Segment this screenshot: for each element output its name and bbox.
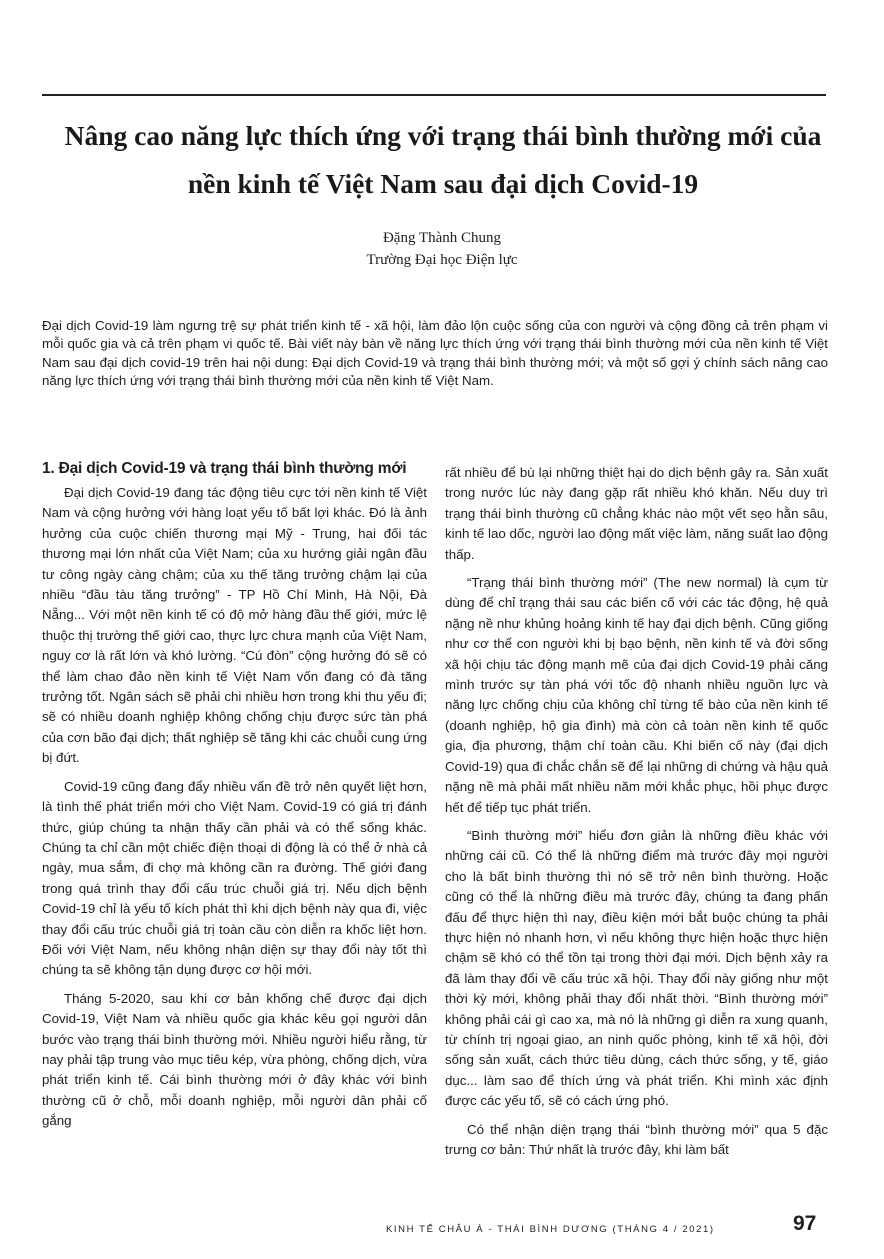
body-paragraph: Tháng 5-2020, sau khi cơ bản khống chế được đại dịch Covid-19, Việt Nam và nhiều quốc gia khác kêu gọi người dân bước vào trạng thái bình thường mới. Nhiều người hiểu rằng, từ nay phải tập trung vào mục tiêu kép, vừa phòng, chống dịch, vừa phát triển kinh tế. Cái bình thường mới ở đây khác với bình thường cũ ở chỗ, mỗi doanh nghiệp, mỗi người dân phải cố gắng bbox=[42, 990, 427, 1129]
footer-journal-name: KINH TẾ CHÂU Á - THÁI BÌNH DƯƠNG (THÁNG 4 / 2021) bbox=[386, 1224, 715, 1235]
page-number: 97 bbox=[793, 1212, 817, 1235]
body-paragraph: “Trạng thái bình thường mới” (The new normal) là cụm từ dùng để chỉ trạng thái sau các biến cố với các tác động, hệ quả nặng nề như khủng hoảng kinh tế hay đại dịch bệnh. Cũng giống như cơ thể con người khi bị bạo bệnh, nền kinh tế và đời sống xã hội chịu tác động mạnh mẽ của đại dịch Covid-19 phải căng mình trước sự tàn phá với tốc độ nhanh nhiều nguồn lực và năng lực chống chịu của không chỉ từng tế bào của nền kinh tế (doanh nghiệp, hộ gia đình) mà còn cả toàn nền kinh tế quốc gia, địa phương, thậm chí toàn cầu. Khi biến cố này (đại dịch Covid-19) qua đi chắc chắn sẽ để lại những di chứng và hậu quả nặng nề mà phải mất nhiều năm mới khắc phục, hồi phục được hết để tiếp tục phát triển. bbox=[445, 575, 828, 815]
author-affiliation: Trường Đại học Điện lực bbox=[366, 252, 518, 268]
body-paragraph: Đại dịch Covid-19 đang tác động tiêu cực tới nền kinh tế Việt Nam và cộng hưởng với hàng loạt yếu tố bất lợi khác. Đó là ảnh hưởng của cuộc chiến thương mại Mỹ - Trung, hai đối tác thương mại lớn nhất của Việt Nam; của xu hướng giải ngân đầu tư công ngày càng chậm; của xu thế tăng trưởng chậm lại của nhiều “đầu tàu tăng trưởng” - TP Hồ Chí Minh, Hà Nội, Đà Nẵng... Với một nền kinh tế có độ mở hàng đầu thế giới, mức lệ thuộc thị trường thế giới cao, thực lực chưa mạnh của Việt Nam, nguy cơ là rất lớn và khó lường. “Cú đòn” cộng hưởng đó sẽ có thể làm chao đảo nền kinh tế Việt Nam vốn đang có đà tăng trưởng tốt. Ngân sách sẽ phải chi nhiều hơn trong khi thu yếu đi; sẽ có nhiều doanh nghiệp không chống chịu được sức tàn phá của cơn bão đại dịch; thất nghiệp sẽ tăng khi các chuỗi cung ứng bị đứt. bbox=[42, 485, 427, 766]
abstract: Đại dịch Covid-19 làm ngưng trệ sự phát triển kinh tế - xã hội, làm đảo lộn cuộc sống của con người và cộng đồng cả trên phạm vi mỗi quốc gia và cả trên phạm vi quốc tế. Bài viết này bàn về năng lực thích ứng với trạng thái bình thường mới của nền kinh tế Việt Nam sau đại dịch covid-19 trên hai nội dung: Đại dịch Covid-19 và trạng thái bình thường mới; và một số gợi ý chính sách nâng cao năng lực thích ứng với trạng thái bình thường mới của nền kinh tế Việt Nam. bbox=[42, 318, 828, 389]
body-paragraph: Covid-19 cũng đang đẩy nhiều vấn đề trở nên quyết liệt hơn, là tình thế phát triển mới cho Việt Nam. Covid-19 có giá trị đánh thức, giúp chúng ta nhận thấy cần phải và có thể sống khác. Chúng ta chỉ cần một chiếc điện thoại di động là có thể ở nhà cả ngày, mua sắm, đi chợ mà không cần ra đường. Thế giới đang trong quá trình thay đổi cấu trúc chuỗi giá trị. Nếu dịch bệnh Covid-19 chỉ là yếu tố kích phát thì khi dịch bệnh này qua đi, việc thay đổi cấu trúc chuỗi giá trị toàn cầu còn diễn ra khốc liệt hơn. Đối với Việt Nam, nếu không nhận diện sự thay đổi này tốt thì chúng ta sẽ không tận dụng được cơ hội mới. bbox=[42, 778, 427, 978]
body-paragraph: rất nhiều để bù lại những thiệt hại do dịch bệnh gây ra. Sản xuất trong nước lúc này đang gặp rất nhiều khó khăn. Nếu duy trì trạng thái bình thường cũ chẳng khác nào một vết sẹo hằn sâu, kinh tế lao dốc, người lao động mất việc làm, năng suất lao động thấp. bbox=[445, 465, 828, 562]
article-title: Nâng cao năng lực thích ứng với trạng thái bình thường mới của nền kinh tế Việt Nam sau đại dịch Covid-19 bbox=[64, 120, 822, 199]
body-paragraph: Có thể nhận diện trạng thái “bình thường mới” qua 5 đặc trưng cơ bản: Thứ nhất là trước đây, khi làm bất bbox=[445, 1121, 828, 1157]
author-name: Đặng Thành Chung bbox=[382, 230, 502, 246]
section-heading: 1. Đại dịch Covid-19 và trạng thái bình thường mới bbox=[42, 460, 407, 477]
header-rule bbox=[42, 94, 826, 96]
right-column bbox=[445, 463, 828, 1168]
body-paragraph: “Bình thường mới” hiểu đơn giản là những điều khác với những cái cũ. Có thể là những điểm mà trước đây mọi người cho là bất bình thường thì nó sẽ trở nên bình thường. Hoặc cũng có thể là những điều mà trước đây, chúng ta đang phấn đấu để thực hiện thì nay, điều kiện mới bắt buộc chúng ta phải thực hiện nó nhanh hơn, vì nếu không thực hiện hoặc thực hiện chậm sẽ khó có thể tồn tại trong thời đại mới. Dịch bệnh xảy ra đã làm thay đổi về cấu trúc xã hội. Thay đổi này giống như một thời kỳ mới, không phải thay đổi nhất thời. “Bình thường mới” không phải cái gì cao xa, mà nó là những gì diễn ra xung quanh, từ chính trị ngoại giao, an ninh quốc phòng, kinh tế xã hội, đời sống sản xuất, cách thức tiêu dùng, cách thức sống, y tế, giáo dục... làm sao để thích ứng và phát triển. Khi mình xác định được các yếu tố, sẽ có cách ứng phó. bbox=[445, 827, 828, 1109]
left-column bbox=[42, 458, 427, 1140]
